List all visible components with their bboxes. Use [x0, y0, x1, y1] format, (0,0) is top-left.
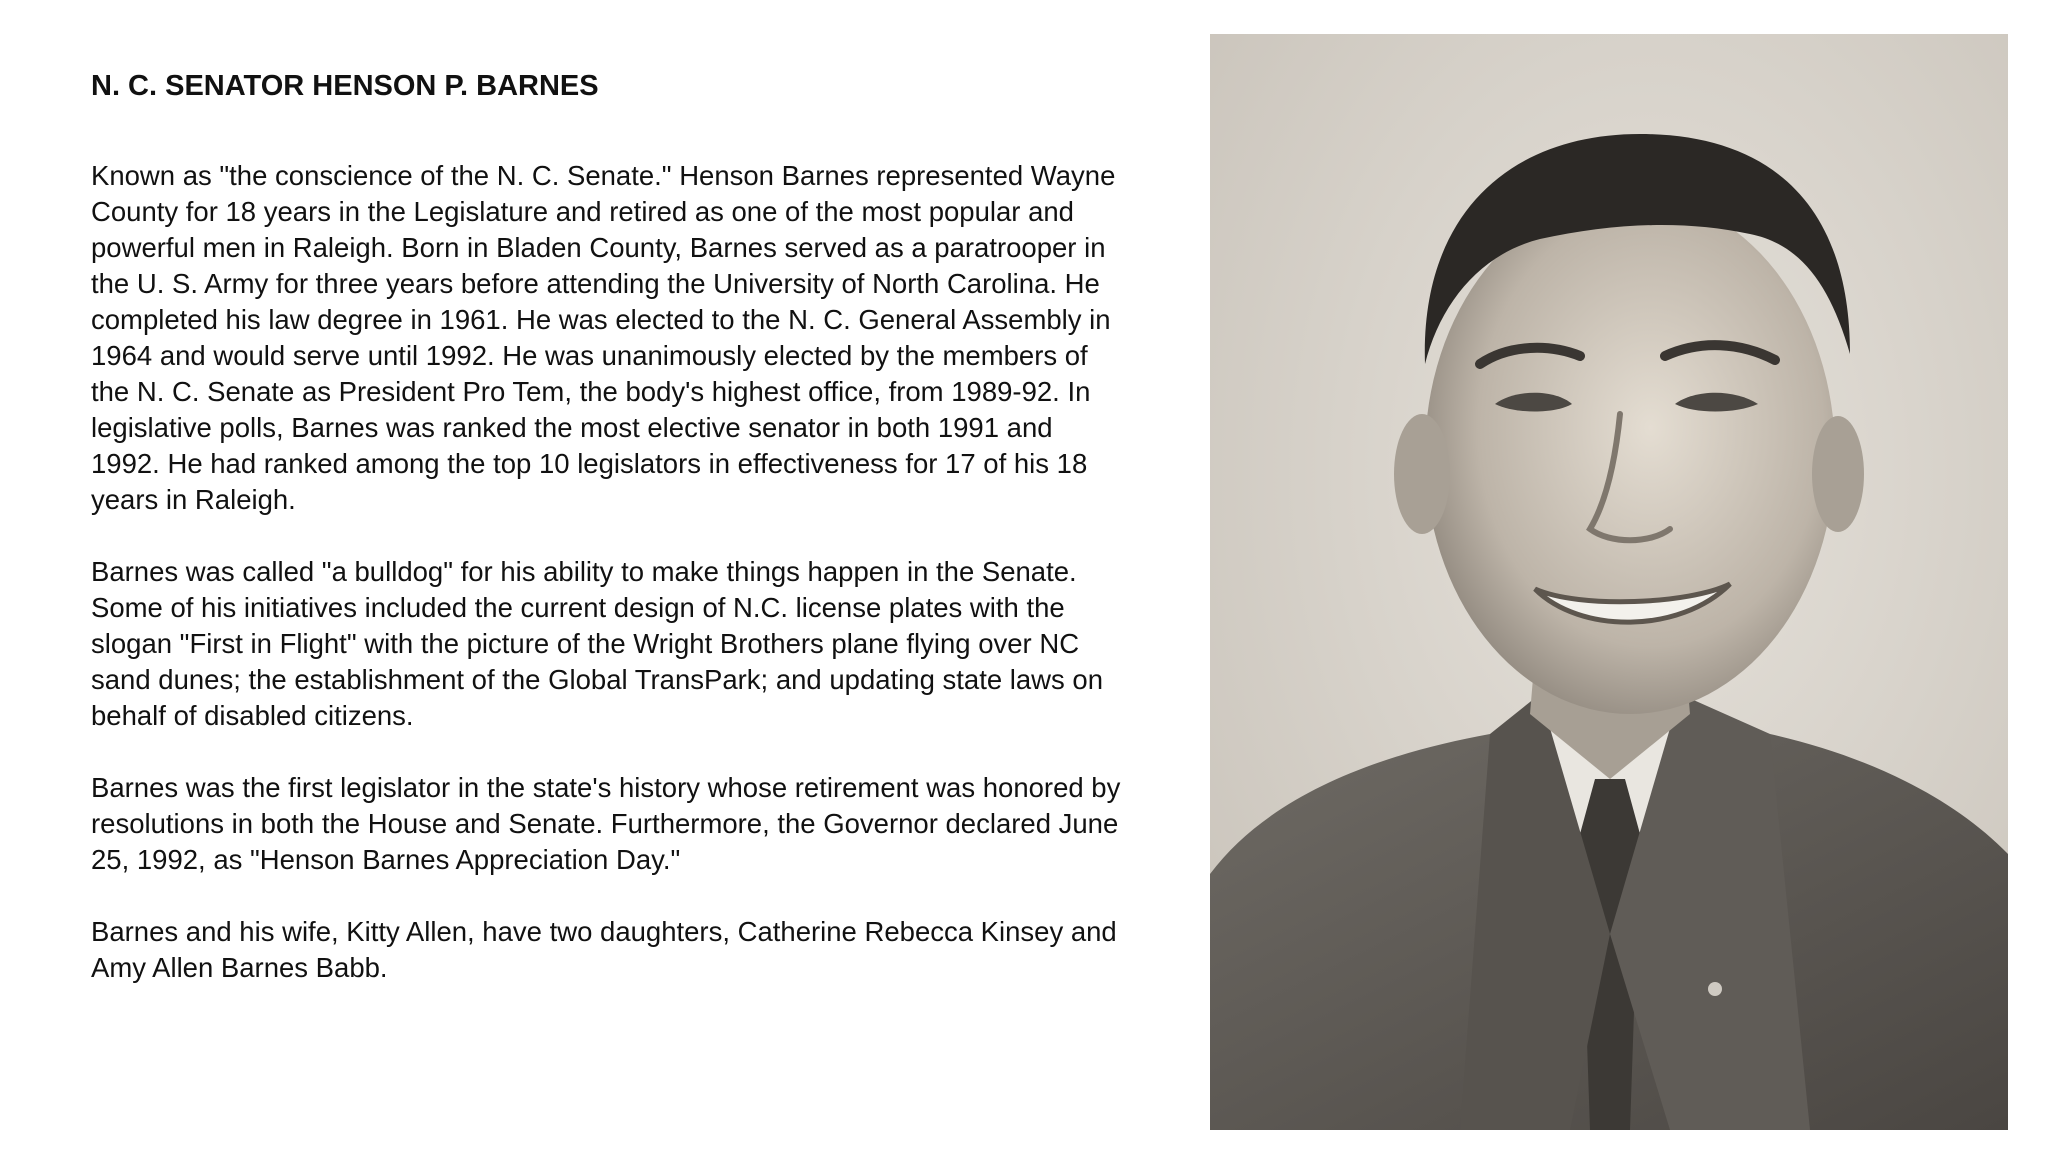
bio-paragraph-1: Known as "the conscience of the N. C. Senate." Henson Barnes represented Wayne County for 18 years in the Legislature and retired as one of the most popular and powerful men in Raleigh. Born in Bladen County, Barnes served as a paratrooper in the U. S. Army for three years before attending the University of North Carolina. He completed his law degree in 1961. He was elected to the N. C. General Assembly in 1964 and would serve until 1992. He was unanimously elected by the members of the N. C. Senate as President Pro Tem, the body's highest office, from 1989-92. In legislative polls, Barnes was ranked the most elective senator in both 1991 and 1992. He had ranked among the top 10 legislators in effectiveness for 17 of his 18 years in Raleigh.: [91, 160, 1116, 515]
left-ear: [1394, 414, 1450, 534]
portrait-photo: [1210, 34, 2008, 1130]
face-shape: [1425, 194, 1835, 714]
right-ear: [1812, 416, 1864, 532]
portrait-photo-icon: [1210, 34, 2008, 1130]
bio-paragraph-4: Barnes and his wife, Kitty Allen, have two daughters, Catherine Rebecca Kinsey and Amy Allen Barnes Babb.: [91, 916, 1117, 983]
bio-text-column: [91, 64, 1121, 1022]
bio-paragraph-3: Barnes was the first legislator in the state's history whose retirement was honored by resolutions in both the House and Senate. Furthermore, the Governor declared June 25, 1992, as "Henson Barnes Appreciation Day.": [91, 772, 1121, 875]
page-title: N. C. SENATOR HENSON P. BARNES: [91, 70, 599, 102]
bio-paragraph-2: Barnes was called "a bulldog" for his ability to make things happen in the Senate. Some of his initiatives included the current design of N.C. license plates with the slogan "First in Flight" with the picture of the Wright Brothers plane flying over NC sand dunes; the establishment of the Global TransPark; and updating state laws on behalf of disabled citizens.: [91, 556, 1104, 731]
lapel-pin: [1708, 982, 1722, 996]
